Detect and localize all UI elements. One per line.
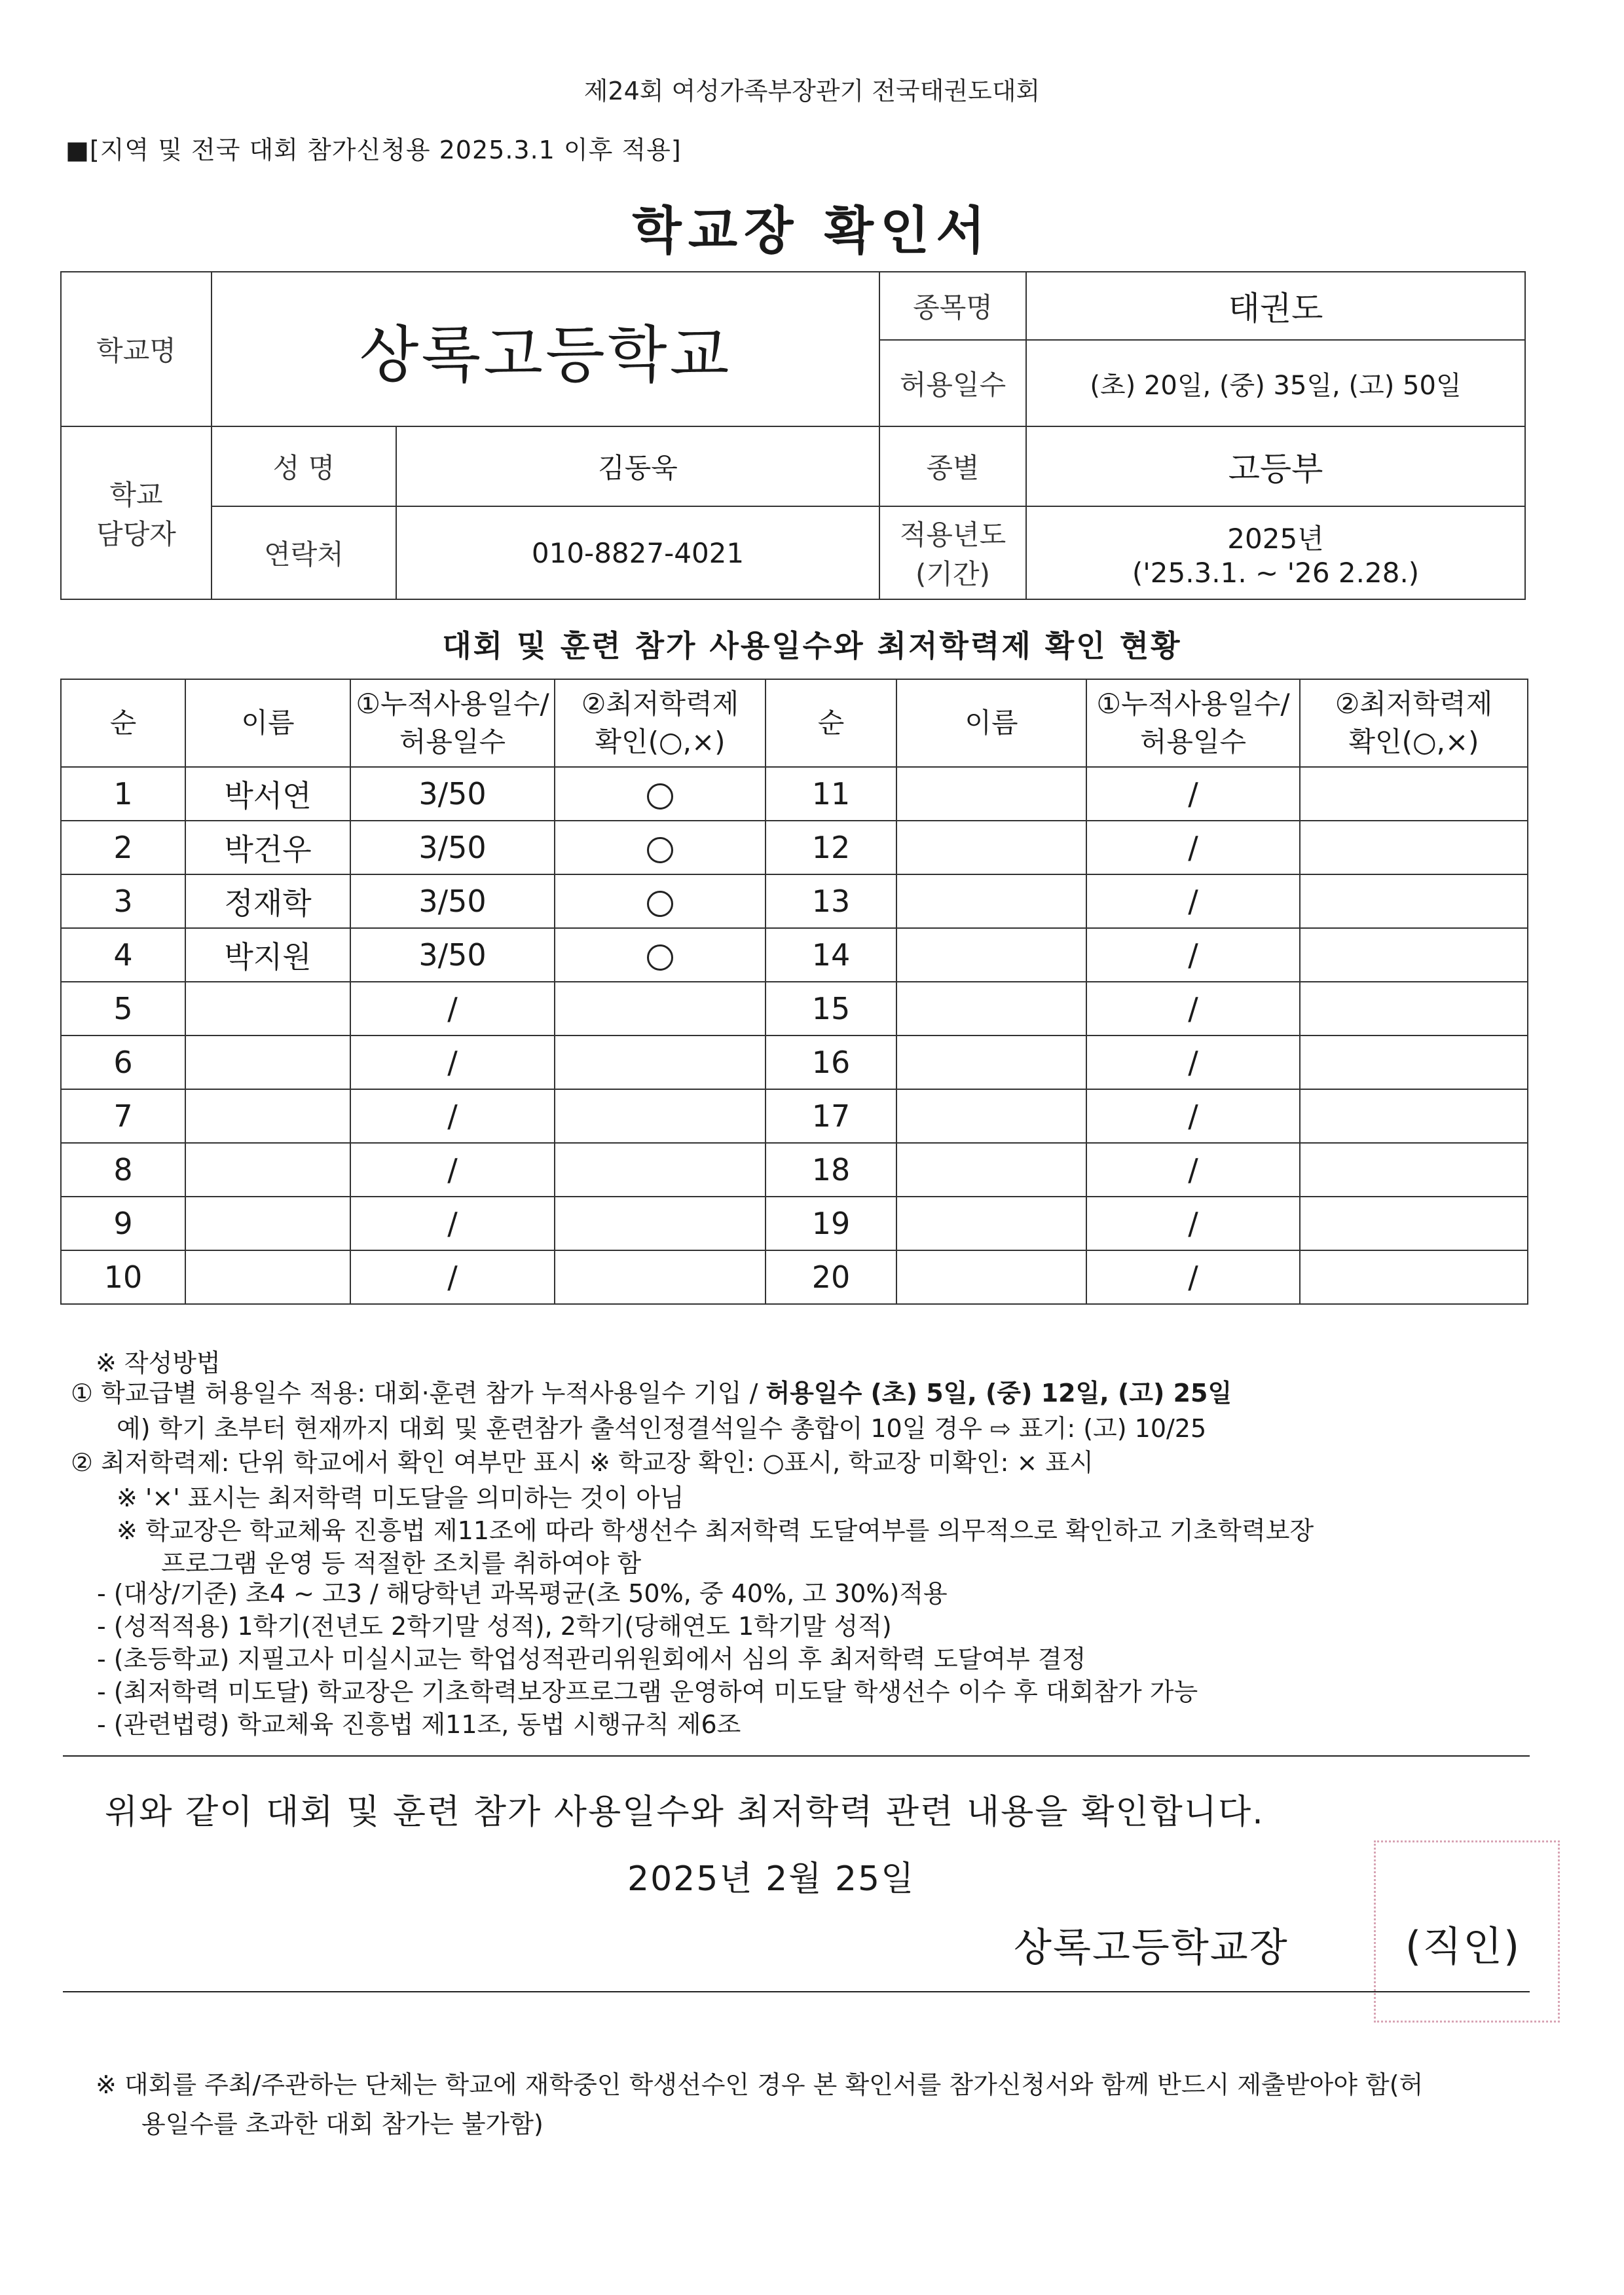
division-value: 고등부 [1026,426,1525,506]
row-number: 4 [61,928,185,982]
row-number: 3 [61,874,185,928]
row-number: 20 [766,1250,896,1304]
cumulative-days: / [350,1197,555,1250]
cumulative-days: / [350,982,555,1036]
min-academic-check [555,767,766,821]
table-row [61,1089,1528,1143]
row-number: 11 [766,767,896,821]
row-number: 13 [766,874,896,928]
header-days-line1: ①누적사용일수/ [356,688,549,720]
table-row [61,874,1528,928]
cumulative-days: / [350,1250,555,1304]
header-check-right [1300,679,1528,767]
notes-heading: ※ 작성방법 [96,1349,221,1377]
min-academic-check [555,1250,766,1304]
cumulative-days: 3/50 [350,767,555,821]
table-row [61,928,1528,982]
student-name [896,767,1086,821]
student-name [185,1089,350,1143]
header-check-line1: ②최저학력제 [1335,688,1493,720]
header-name-left: 이름 [185,679,350,767]
cumulative-days: 3/50 [350,874,555,928]
row-number: 19 [766,1197,896,1250]
table-row [61,982,1528,1036]
cumulative-days: / [350,1036,555,1089]
period-label-line2: (기간) [915,558,990,590]
school-staff-label-line1: 학교 [109,479,163,511]
row-number: 6 [61,1036,185,1089]
roster-section-title: 대회 및 훈련 참가 사용일수와 최저학력제 확인 현황 [442,628,1182,663]
row-number: 5 [61,982,185,1036]
row-number: 12 [766,821,896,874]
min-academic-check [1300,928,1528,982]
student-name [896,1143,1086,1197]
row-number: 10 [61,1250,185,1304]
staff-name: 김동욱 [396,426,879,506]
header-days-line1: ①누적사용일수/ [1096,688,1290,720]
detail-4: - (최저학력 미도달) 학교장은 기초학력보장프로그램 운영하여 미도달 학생선수 이수 후 대회참가 가능 [97,1677,1198,1706]
table-row [61,1143,1528,1197]
student-name: 정재학 [185,874,350,928]
period-year: 2025년 [1227,522,1324,555]
table-row [61,821,1528,874]
note-2-a: ※ '×' 표시는 최저학력 미도달을 의미하는 것이 아님 [117,1483,684,1512]
min-academic-check [1300,982,1528,1036]
confirmed-circle-icon [647,837,673,863]
divider-top [63,1755,1530,1757]
row-number: 2 [61,821,185,874]
allowed-days-value: (초) 20일, (중) 35일, (고) 50일 [1026,340,1525,426]
row-number: 14 [766,928,896,982]
allowed-days-label: 허용일수 [879,340,1026,426]
student-name: 박지원 [185,928,350,982]
table-row [61,1197,1528,1250]
header-check-line2: 확인(○,×) [595,726,726,758]
cumulative-days: / [1086,1197,1300,1250]
contact-value: 010-8827-4021 [396,506,879,599]
row-number: 17 [766,1089,896,1143]
row-number: 8 [61,1143,185,1197]
name-label: 성 명 [212,426,396,506]
min-academic-check [1300,767,1528,821]
min-academic-check [1300,821,1528,874]
cumulative-days: / [1086,928,1300,982]
period-range: ('25.3.1. ~ '26 2.28.) [1132,556,1420,589]
student-name [185,1197,350,1250]
event-title: 제24회 여성가족부장관기 전국태권도대회 [583,77,1041,105]
period-value [1026,506,1525,599]
min-academic-check [1300,1036,1528,1089]
student-name [896,1250,1086,1304]
footnote-line2: 용일수를 초과한 대회 참가는 불가함) [141,2110,544,2138]
min-academic-check [1300,1250,1528,1304]
min-academic-check [555,1197,766,1250]
cumulative-days: / [1086,1250,1300,1304]
confirmation-text: 위와 같이 대회 및 훈련 참가 사용일수와 최저학력 관련 내용을 확인합니다. [105,1793,1264,1832]
table-row [61,1250,1528,1304]
student-name [185,1143,350,1197]
divider-bottom [63,1991,1530,1992]
min-academic-check [1300,874,1528,928]
row-number: 15 [766,982,896,1036]
school-label: 학교명 [61,272,212,426]
period-label-line1: 적용년도 [899,519,1006,551]
min-academic-check [1300,1143,1528,1197]
sport-value: 태권도 [1026,272,1525,340]
student-name [896,928,1086,982]
cumulative-days: / [1086,1036,1300,1089]
note-2-b1: ※ 학교장은 학교체육 진흥법 제11조에 따라 학생선수 최저학력 도달여부를 의무적으로 확인하고 기초학력보장 [117,1516,1314,1545]
detail-1: - (대상/기준) 초4 ~ 고3 / 해당학년 과목평균(초 50%, 중 40%, 고 30%)적용 [97,1579,948,1608]
min-academic-check [555,928,766,982]
row-number: 7 [61,1089,185,1143]
min-academic-check [555,821,766,874]
student-name [896,1036,1086,1089]
note-1-example: 예) 학기 초부터 현재까지 대회 및 훈련참가 출석인정결석일수 총합이 10일 경우 ⇨ 표기: (고) 10/25 [117,1414,1207,1443]
note-1-text: ① 학교급별 허용일수 적용: 대회·훈련 참가 누적사용일수 기입 / [71,1379,766,1408]
student-name [896,821,1086,874]
principal-name: 상록고등학교장 [1014,1925,1289,1971]
header-name-right: 이름 [896,679,1086,767]
note-2: ② 최저학력제: 단위 학교에서 확인 여부만 표시 ※ 학교장 확인: ○표시, 학교장 미확인: × 표시 [71,1448,1094,1477]
cumulative-days: / [350,1089,555,1143]
roster-header-row [61,679,1528,767]
row-number: 1 [61,767,185,821]
min-academic-check [555,874,766,928]
student-name [896,1089,1086,1143]
student-name: 박건우 [185,821,350,874]
note-2-b2: 프로그램 운영 등 적절한 조치를 취하여야 함 [161,1549,642,1578]
row-number: 16 [766,1036,896,1089]
document-title: 학교장 확인서 [632,202,992,261]
header-check-left [555,679,766,767]
sport-label: 종목명 [879,272,1026,340]
confirmed-circle-icon [647,891,673,917]
confirmed-circle-icon [647,944,673,971]
note-1-bold: 허용일수 (초) 5일, (중) 12일, (고) 25일 [766,1379,1232,1408]
header-no-left: 순 [61,679,185,767]
detail-3: - (초등학교) 지필고사 미실시교는 학업성적관리위원회에서 심의 후 최저학력 도달여부 결정 [97,1645,1086,1673]
detail-5: - (관련법령) 학교체육 진흥법 제11조, 동법 시행규칙 제6조 [97,1710,741,1739]
min-academic-check [555,1089,766,1143]
period-label [879,506,1026,599]
cumulative-days: 3/50 [350,821,555,874]
school-name: 상록고등학교 [212,272,879,426]
header-days-line2: 허용일수 [399,726,506,758]
division-label: 종별 [879,426,1026,506]
table-row [61,767,1528,821]
detail-2: - (성적적용) 1학기(전년도 2학기말 성적), 2학기(당해연도 1학기말 성적) [97,1612,892,1641]
cumulative-days: / [1086,1143,1300,1197]
student-name [896,874,1086,928]
header-days-right [1086,679,1300,767]
cumulative-days: / [1086,874,1300,928]
min-academic-check [1300,1089,1528,1143]
note-1 [71,1373,1232,1409]
student-name [185,1250,350,1304]
application-note: ■[지역 및 전국 대회 참가신청용 2025.3.1 이후 적용] [65,136,682,164]
header-days-line2: 허용일수 [1139,726,1247,758]
min-academic-check [555,1036,766,1089]
student-name [896,982,1086,1036]
info-table [60,271,1526,600]
school-staff-label-line2: 담당자 [96,518,176,550]
table-row [61,1036,1528,1089]
footnote-line1: ※ 대회를 주최/주관하는 단체는 학교에 재학중인 학생선수인 경우 본 확인서를 참가신청서와 함께 반드시 제출받아야 함(허 [96,2070,1424,2099]
header-days-left [350,679,555,767]
cumulative-days: / [1086,1089,1300,1143]
student-name [896,1197,1086,1250]
roster-body [61,679,1528,1304]
cumulative-days: / [1086,821,1300,874]
header-no-right: 순 [766,679,896,767]
cumulative-days: 3/50 [350,928,555,982]
roster-table [60,679,1528,1305]
cumulative-days: / [1086,982,1300,1036]
header-check-line1: ②최저학력제 [581,688,739,720]
student-name [185,982,350,1036]
school-staff-label [61,426,212,599]
confirmed-circle-icon [647,783,673,810]
contact-label: 연락처 [212,506,396,599]
row-number: 9 [61,1197,185,1250]
cumulative-days: / [1086,767,1300,821]
min-academic-check [555,982,766,1036]
confirmation-date: 2025년 2월 25일 [627,1859,915,1899]
header-check-line2: 확인(○,×) [1348,726,1479,758]
row-number: 18 [766,1143,896,1197]
cumulative-days: / [350,1143,555,1197]
seal-label: (직인) [1405,1922,1521,1970]
student-name [185,1036,350,1089]
min-academic-check [555,1143,766,1197]
min-academic-check [1300,1197,1528,1250]
student-name: 박서연 [185,767,350,821]
